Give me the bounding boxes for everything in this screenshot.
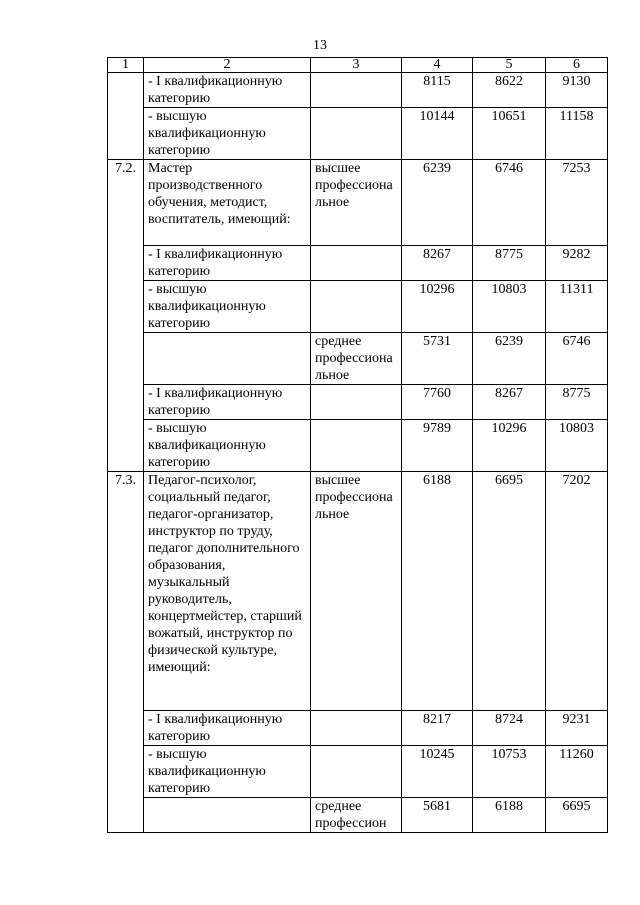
salary-value-3: 7202 (546, 472, 608, 711)
header-cell-6: 6 (546, 58, 608, 73)
header-cell-5: 5 (473, 58, 546, 73)
education-cell (311, 385, 402, 420)
table-row (108, 160, 608, 246)
salary-value-3: 6746 (546, 333, 608, 385)
education-cell: высшее профессиональное (311, 160, 402, 246)
table-row (108, 746, 608, 798)
header-cell-4: 4 (402, 58, 473, 73)
table-row (108, 108, 608, 160)
education-cell (311, 711, 402, 746)
header-cell-3: 3 (311, 58, 402, 73)
salary-value-2: 10296 (473, 420, 546, 472)
salary-value-1: 6239 (402, 160, 473, 246)
header-cell-2: 2 (144, 58, 311, 73)
salary-value-2: 8267 (473, 385, 546, 420)
table-row (108, 281, 608, 333)
salary-value-3: 10803 (546, 420, 608, 472)
table-row (108, 420, 608, 472)
row-number (108, 73, 144, 108)
position-cell: - I квалификационную категорию (144, 385, 311, 420)
salary-value-3: 9282 (546, 246, 608, 281)
table-row (108, 385, 608, 420)
position-cell: - высшую квалификационную категорию (144, 108, 311, 160)
header-cell-1: 1 (108, 58, 144, 73)
row-number (108, 746, 144, 798)
position-cell: - I квалификационную категорию (144, 711, 311, 746)
education-cell: высшее профессиональное (311, 472, 402, 711)
header-row (108, 58, 608, 73)
salary-value-3: 9231 (546, 711, 608, 746)
education-cell (311, 246, 402, 281)
salary-value-1: 10144 (402, 108, 473, 160)
row-number (108, 108, 144, 160)
salary-value-3: 7253 (546, 160, 608, 246)
row-number (108, 711, 144, 746)
salary-value-2: 8724 (473, 711, 546, 746)
salary-value-1: 9789 (402, 420, 473, 472)
row-number (108, 798, 144, 833)
salary-value-2: 6746 (473, 160, 546, 246)
salary-value-2: 6188 (473, 798, 546, 833)
salary-value-1: 5731 (402, 333, 473, 385)
salary-value-2: 8775 (473, 246, 546, 281)
table-row (108, 711, 608, 746)
position-cell: Мастер производственного обучения, методист, воспитатель, имеющий: (144, 160, 311, 246)
salary-value-3: 11260 (546, 746, 608, 798)
table-row (108, 798, 608, 833)
row-number (108, 333, 144, 385)
salary-value-3: 11158 (546, 108, 608, 160)
education-cell (311, 281, 402, 333)
position-cell: - I квалификационную категорию (144, 246, 311, 281)
salary-value-2: 10803 (473, 281, 546, 333)
page-number: 13 (313, 38, 327, 53)
position-cell: - высшую квалификационную категорию (144, 281, 311, 333)
education-cell (311, 746, 402, 798)
salary-value-2: 10753 (473, 746, 546, 798)
row-number: 7.3. (108, 472, 144, 711)
position-cell: Педагог-психолог, социальный педагог, педагог-организатор, инструктор по труду, педагог дополнительного образования, музыкальный руководитель, концертмейстер, старший вожатый, инструктор по физической культуре, имеющий: (144, 472, 311, 711)
salary-value-1: 7760 (402, 385, 473, 420)
position-cell (144, 333, 311, 385)
table-row (108, 73, 608, 108)
position-cell: - высшую квалификационную категорию (144, 420, 311, 472)
education-cell (311, 108, 402, 160)
salary-value-1: 10245 (402, 746, 473, 798)
salary-value-1: 6188 (402, 472, 473, 711)
salary-value-3: 9130 (546, 73, 608, 108)
salary-value-3: 8775 (546, 385, 608, 420)
position-cell: - I квалификационную категорию (144, 73, 311, 108)
row-number (108, 385, 144, 420)
salary-value-2: 6695 (473, 472, 546, 711)
education-cell: среднее профессион (311, 798, 402, 833)
table-row (108, 246, 608, 281)
salary-value-2: 8622 (473, 73, 546, 108)
salary-value-1: 8115 (402, 73, 473, 108)
salary-value-3: 6695 (546, 798, 608, 833)
salary-value-2: 10651 (473, 108, 546, 160)
salary-table (107, 57, 608, 833)
salary-value-3: 11311 (546, 281, 608, 333)
education-cell (311, 420, 402, 472)
education-cell: среднее профессиональное (311, 333, 402, 385)
row-number (108, 246, 144, 281)
position-cell (144, 798, 311, 833)
row-number (108, 281, 144, 333)
row-number: 7.2. (108, 160, 144, 246)
table-row (108, 472, 608, 711)
salary-value-2: 6239 (473, 333, 546, 385)
row-number (108, 420, 144, 472)
salary-value-1: 8217 (402, 711, 473, 746)
salary-value-1: 10296 (402, 281, 473, 333)
salary-value-1: 8267 (402, 246, 473, 281)
position-cell: - высшую квалификационную категорию (144, 746, 311, 798)
table-row (108, 333, 608, 385)
salary-value-1: 5681 (402, 798, 473, 833)
education-cell (311, 73, 402, 108)
